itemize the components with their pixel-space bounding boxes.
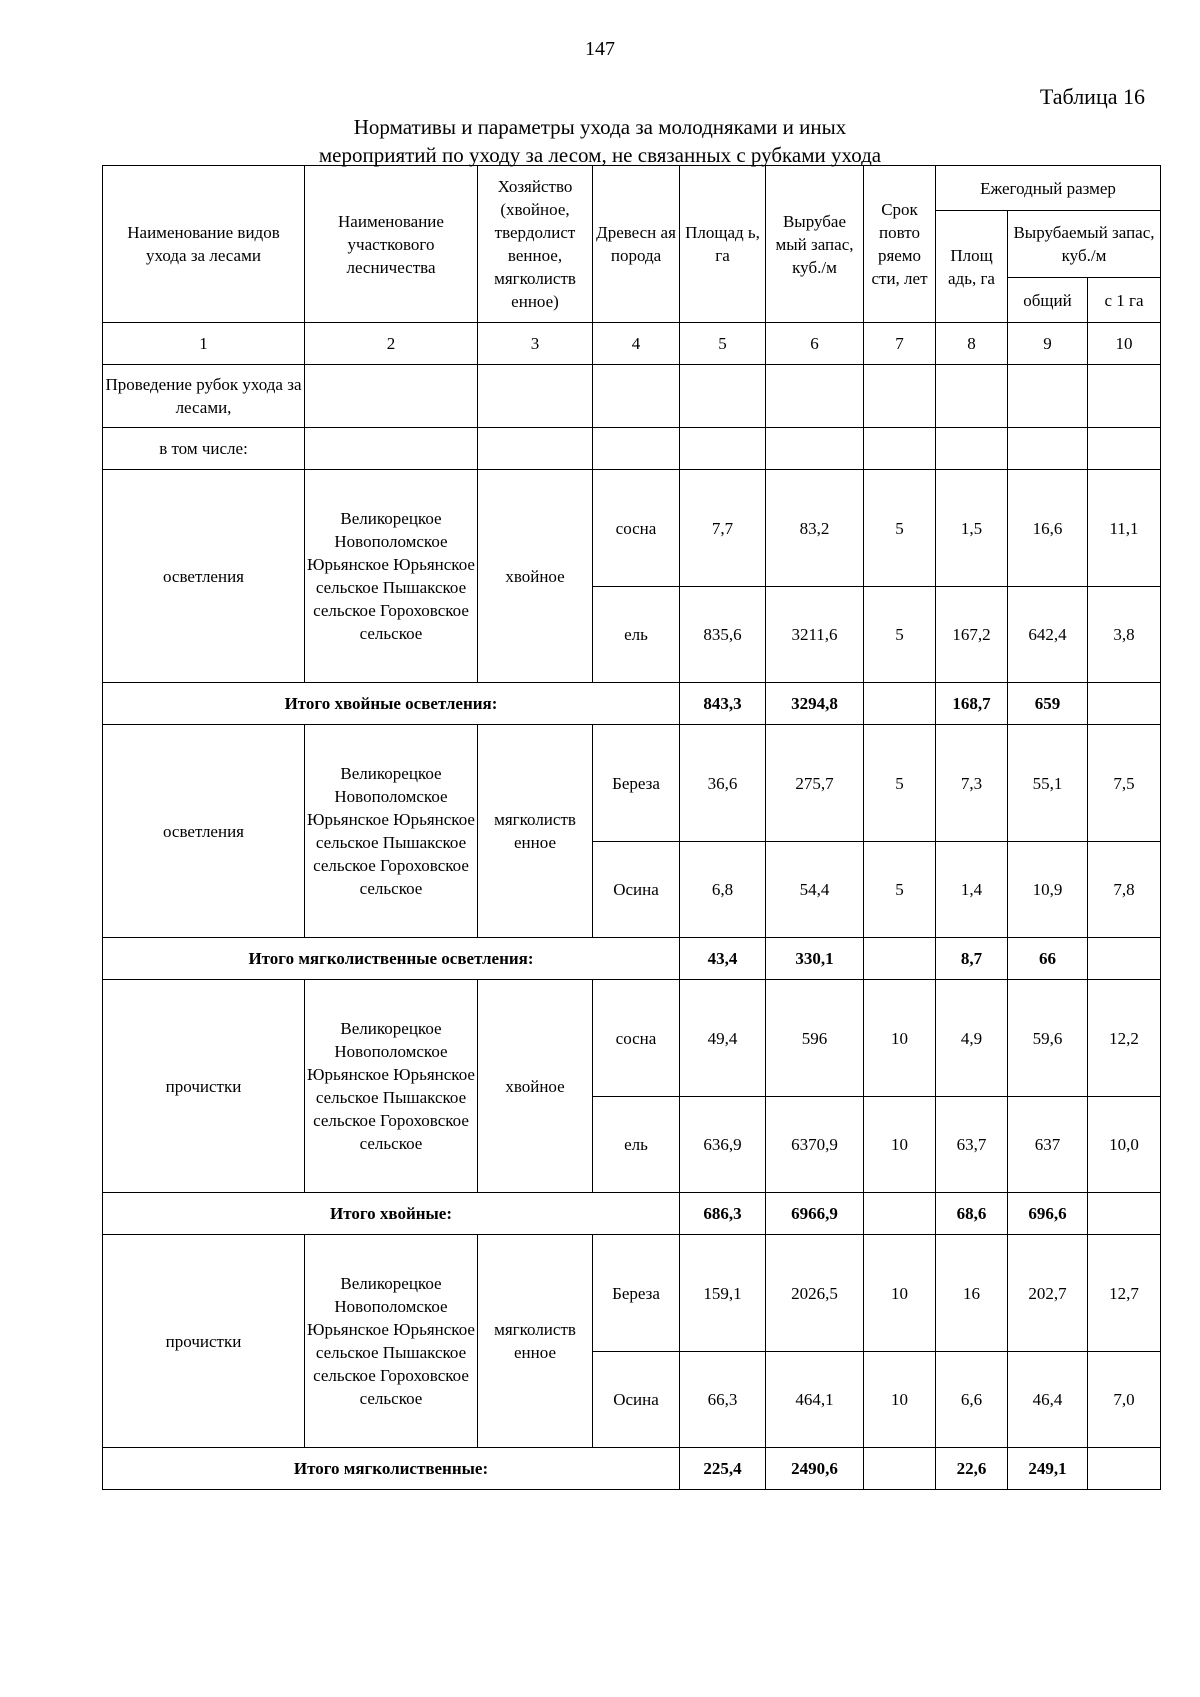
total-area: 843,3 <box>680 683 766 725</box>
table-label: Таблица 16 <box>1039 84 1145 109</box>
annual-total-cell: 55,1 <box>1008 725 1088 842</box>
total-annual-area: 8,7 <box>936 938 1008 980</box>
total-label: Итого мягколиственные осветления: <box>103 938 680 980</box>
economy-type: мягколиств енное <box>478 1235 593 1448</box>
annual-total-cell: 46,4 <box>1008 1352 1088 1448</box>
annual-total-cell: 59,6 <box>1008 980 1088 1097</box>
table-body <box>103 166 1161 1490</box>
annual-total-cell: 637 <box>1008 1097 1088 1193</box>
page-number: 147 <box>585 38 615 60</box>
total-period <box>864 938 936 980</box>
care-type: осветления <box>103 725 305 938</box>
empty-cell <box>680 365 766 428</box>
total-label: Итого хвойные осветления: <box>103 683 680 725</box>
empty-cell <box>305 365 478 428</box>
stock-cell: 54,4 <box>766 842 864 938</box>
total-annual-area: 168,7 <box>936 683 1008 725</box>
total-row <box>103 938 1161 980</box>
annual-area-cell: 16 <box>936 1235 1008 1352</box>
area-cell: 66,3 <box>680 1352 766 1448</box>
per-ha-cell: 11,1 <box>1088 470 1161 587</box>
column-number: 8 <box>936 323 1008 365</box>
total-stock: 2490,6 <box>766 1448 864 1490</box>
per-ha-cell: 3,8 <box>1088 587 1161 683</box>
total-annual-total: 659 <box>1008 683 1088 725</box>
species-cell: Осина <box>593 1352 680 1448</box>
empty-cell <box>593 428 680 470</box>
per-ha-cell: 12,7 <box>1088 1235 1161 1352</box>
total-area: 43,4 <box>680 938 766 980</box>
care-type: прочистки <box>103 1235 305 1448</box>
total-per-ha <box>1088 1448 1161 1490</box>
total-label: Итого хвойные: <box>103 1193 680 1235</box>
period-cell: 10 <box>864 1352 936 1448</box>
annual-total-cell: 10,9 <box>1008 842 1088 938</box>
period-cell: 10 <box>864 1235 936 1352</box>
annual-area-cell: 1,4 <box>936 842 1008 938</box>
area-cell: 36,6 <box>680 725 766 842</box>
column-number: 2 <box>305 323 478 365</box>
total-period <box>864 1193 936 1235</box>
per-ha-cell: 12,2 <box>1088 980 1161 1097</box>
species-cell: Береза <box>593 725 680 842</box>
care-type: прочистки <box>103 980 305 1193</box>
area-cell: 835,6 <box>680 587 766 683</box>
header-total: общий <box>1008 278 1088 323</box>
period-cell: 10 <box>864 980 936 1097</box>
total-stock: 6966,9 <box>766 1193 864 1235</box>
header-stock: Вырубае мый запас, куб./м <box>766 166 864 323</box>
annual-total-cell: 642,4 <box>1008 587 1088 683</box>
district-list: Великорецкое Новополомское Юрьянское Юрьянское сельское Пышакское сельское Гороховское сельское <box>305 980 478 1193</box>
column-number: 3 <box>478 323 593 365</box>
species-cell: сосна <box>593 470 680 587</box>
data-row <box>103 980 1161 1097</box>
intro-text: Проведение рубок ухода за лесами, <box>103 365 305 428</box>
stock-cell: 2026,5 <box>766 1235 864 1352</box>
empty-cell <box>680 428 766 470</box>
stock-cell: 6370,9 <box>766 1097 864 1193</box>
stock-cell: 3211,6 <box>766 587 864 683</box>
table-title <box>0 113 1200 169</box>
header-area: Площад ь, га <box>680 166 766 323</box>
annual-total-cell: 16,6 <box>1008 470 1088 587</box>
total-annual-area: 22,6 <box>936 1448 1008 1490</box>
area-cell: 7,7 <box>680 470 766 587</box>
empty-cell <box>305 428 478 470</box>
column-number: 9 <box>1008 323 1088 365</box>
total-period <box>864 1448 936 1490</box>
total-period <box>864 683 936 725</box>
per-ha-cell: 7,8 <box>1088 842 1161 938</box>
column-number-row <box>103 323 1161 365</box>
header-row-1 <box>103 166 1161 211</box>
data-row <box>103 1235 1161 1352</box>
period-cell: 10 <box>864 1097 936 1193</box>
per-ha-cell: 7,0 <box>1088 1352 1161 1448</box>
total-per-ha <box>1088 938 1161 980</box>
intro-row <box>103 365 1161 428</box>
stock-cell: 596 <box>766 980 864 1097</box>
annual-area-cell: 4,9 <box>936 980 1008 1097</box>
area-cell: 6,8 <box>680 842 766 938</box>
header-economy: Хозяйство (хвойное, твердолист венное, мягколиств енное) <box>478 166 593 323</box>
column-number: 6 <box>766 323 864 365</box>
total-area: 686,3 <box>680 1193 766 1235</box>
empty-cell <box>1008 428 1088 470</box>
district-list: Великорецкое Новополомское Юрьянское Юрьянское сельское Пышакское сельское Гороховское сельское <box>305 725 478 938</box>
intro-subtext: в том числе: <box>103 428 305 470</box>
column-number: 5 <box>680 323 766 365</box>
period-cell: 5 <box>864 725 936 842</box>
empty-cell <box>766 428 864 470</box>
total-stock: 330,1 <box>766 938 864 980</box>
data-row <box>103 725 1161 842</box>
species-cell: Осина <box>593 842 680 938</box>
total-annual-total: 249,1 <box>1008 1448 1088 1490</box>
annual-total-cell: 202,7 <box>1008 1235 1088 1352</box>
empty-cell <box>766 365 864 428</box>
total-row <box>103 683 1161 725</box>
stock-cell: 83,2 <box>766 470 864 587</box>
district-list: Великорецкое Новополомское Юрьянское Юрьянское сельское Пышакское сельское Гороховское сельское <box>305 1235 478 1448</box>
care-type: осветления <box>103 470 305 683</box>
empty-cell <box>593 365 680 428</box>
period-cell: 5 <box>864 842 936 938</box>
period-cell: 5 <box>864 470 936 587</box>
table-title-line-2: мероприятий по уходу за лесом, не связанных с рубками ухода <box>318 143 882 167</box>
total-annual-area: 68,6 <box>936 1193 1008 1235</box>
annual-area-cell: 6,6 <box>936 1352 1008 1448</box>
header-district: Наименование участкового лесничества <box>305 166 478 323</box>
header-per-ha: с 1 га <box>1088 278 1161 323</box>
empty-cell <box>1088 428 1161 470</box>
species-cell: ель <box>593 587 680 683</box>
stock-cell: 464,1 <box>766 1352 864 1448</box>
table-title-line-1: Нормативы и параметры ухода за молодняками и иных <box>353 115 847 139</box>
forest-care-table <box>102 165 1161 1490</box>
economy-type: мягколиств енное <box>478 725 593 938</box>
empty-cell <box>864 428 936 470</box>
total-per-ha <box>1088 1193 1161 1235</box>
total-per-ha <box>1088 683 1161 725</box>
area-cell: 159,1 <box>680 1235 766 1352</box>
header-annual-size: Ежегодный размер <box>936 166 1161 211</box>
empty-cell <box>936 365 1008 428</box>
header-annual-area: Площ адь, га <box>936 211 1008 323</box>
empty-cell <box>1088 365 1161 428</box>
per-ha-cell: 10,0 <box>1088 1097 1161 1193</box>
annual-area-cell: 167,2 <box>936 587 1008 683</box>
header-care-type: Наименование видов ухода за лесами <box>103 166 305 323</box>
empty-cell <box>936 428 1008 470</box>
empty-cell <box>478 365 593 428</box>
annual-area-cell: 1,5 <box>936 470 1008 587</box>
total-annual-total: 66 <box>1008 938 1088 980</box>
empty-cell <box>478 428 593 470</box>
period-cell: 5 <box>864 587 936 683</box>
empty-cell <box>864 365 936 428</box>
total-row <box>103 1448 1161 1490</box>
total-area: 225,4 <box>680 1448 766 1490</box>
annual-area-cell: 7,3 <box>936 725 1008 842</box>
column-number: 1 <box>103 323 305 365</box>
total-row <box>103 1193 1161 1235</box>
species-cell: ель <box>593 1097 680 1193</box>
intro-row <box>103 428 1161 470</box>
total-label: Итого мягколиственные: <box>103 1448 680 1490</box>
species-cell: Береза <box>593 1235 680 1352</box>
economy-type: хвойное <box>478 470 593 683</box>
stock-cell: 275,7 <box>766 725 864 842</box>
economy-type: хвойное <box>478 980 593 1193</box>
empty-cell <box>1008 365 1088 428</box>
column-number: 7 <box>864 323 936 365</box>
data-row <box>103 470 1161 587</box>
district-list: Великорецкое Новополомское Юрьянское Юрьянское сельское Пышакское сельское Гороховское сельское <box>305 470 478 683</box>
column-number: 10 <box>1088 323 1161 365</box>
area-cell: 636,9 <box>680 1097 766 1193</box>
total-annual-total: 696,6 <box>1008 1193 1088 1235</box>
species-cell: сосна <box>593 980 680 1097</box>
header-species: Древесн ая порода <box>593 166 680 323</box>
header-period: Срок повто ряемо сти, лет <box>864 166 936 323</box>
total-stock: 3294,8 <box>766 683 864 725</box>
annual-area-cell: 63,7 <box>936 1097 1008 1193</box>
header-felled-stock: Вырубаемый запас, куб./м <box>1008 211 1161 278</box>
column-number: 4 <box>593 323 680 365</box>
area-cell: 49,4 <box>680 980 766 1097</box>
per-ha-cell: 7,5 <box>1088 725 1161 842</box>
